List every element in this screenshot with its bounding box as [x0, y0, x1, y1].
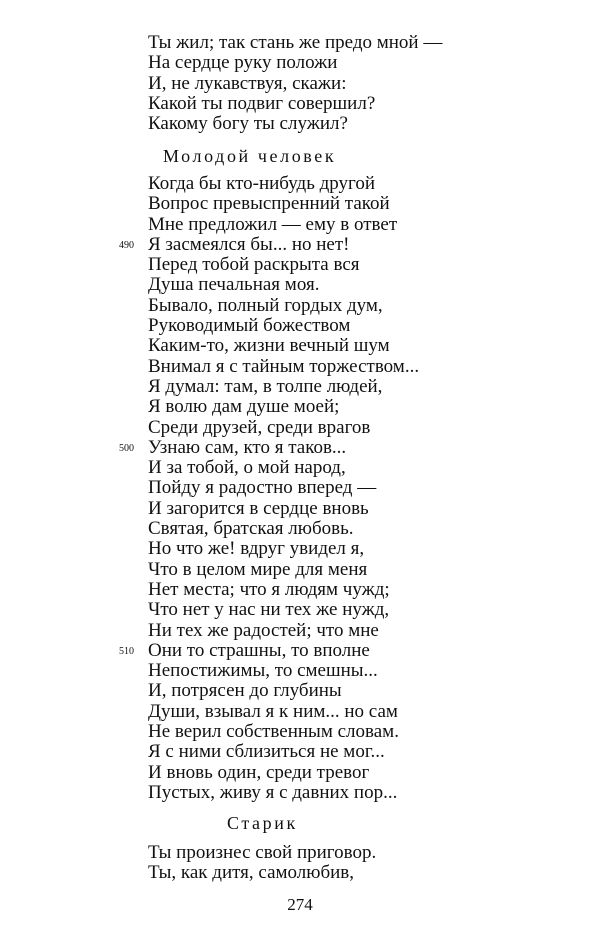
verse-line	[148, 336, 588, 356]
verse-line	[148, 783, 588, 803]
verse-line	[148, 397, 588, 417]
verse-text: Я засмеялся бы... но нет!	[148, 233, 350, 255]
verse-text: Я с ними сблизиться не мог...	[148, 741, 385, 763]
verse-text: Они то страшны, то вполне	[148, 639, 370, 661]
verse-text: Бывало, полный гордых дум,	[148, 294, 383, 316]
verse-text: Что в целом мире для меня	[148, 558, 368, 580]
verse-line	[148, 458, 588, 478]
verse-line: Ты, как дитя, самолюбив,	[148, 862, 355, 884]
verse-text: Душа печальная моя.	[148, 274, 320, 296]
verse-text: И загорится в сердце вновь	[148, 497, 369, 519]
verse-text: Узнаю сам, кто я таков...	[148, 436, 347, 458]
verse-line: На сердце руку положи	[148, 52, 338, 74]
verse-text: Среди друзей, среди врагов	[148, 416, 371, 438]
verse-line: Какой ты подвиг совершил?	[148, 92, 376, 114]
verse-text: Пустых, живу я с давних пор...	[148, 781, 398, 803]
verse-line: Какому богу ты служил?	[148, 113, 348, 135]
verse-line	[148, 600, 588, 620]
verse-line	[148, 580, 588, 600]
verse-text: Не верил собственным словам.	[148, 721, 399, 743]
verse-text: Непостижимы, то смешны...	[148, 660, 378, 682]
verse-line	[148, 215, 588, 235]
verse-line	[148, 316, 588, 336]
verse-line	[148, 478, 588, 498]
verse-line	[148, 621, 588, 641]
verse-text: Святая, братская любовь.	[148, 518, 354, 540]
verse-text: Пойду я радостно вперед —	[148, 477, 377, 499]
verse-line: Ты произнес свой приговор.	[148, 842, 377, 863]
verse-text: И, потрясен до глубины	[148, 680, 342, 702]
verse-line	[148, 763, 588, 783]
speaker-heading-old-man: Старик	[227, 813, 298, 833]
verse-text: Но что же! вдруг увидел я,	[148, 538, 365, 560]
verse-text: И вновь один, среди тревог	[148, 761, 370, 783]
verse-text: Мне предложил — ему в ответ	[148, 213, 398, 235]
verse-text: Каким-то, жизни вечный шум	[148, 335, 390, 357]
verse-text: И за тобой, о мой народ,	[148, 457, 346, 479]
verse-line	[148, 194, 588, 214]
line-number: 500	[119, 442, 134, 454]
speaker-heading-young-man: Молодой человек	[163, 146, 337, 166]
verse-text: Я волю дам душе моей;	[148, 396, 340, 418]
verse-line	[148, 722, 588, 742]
verse-line	[148, 661, 588, 681]
verse-text: Нет места; что я людям чужд;	[148, 578, 390, 600]
verse-line	[148, 742, 588, 762]
verse-text: Руководимый божеством	[148, 315, 351, 337]
verse-line: Ты жил; так стань же предо мной —	[148, 32, 443, 53]
verse-text: Я думал: там, в толпе людей,	[148, 375, 383, 397]
verse-text: Когда бы кто-нибудь другой	[148, 173, 376, 194]
verse-line	[148, 519, 588, 539]
verse-line	[148, 681, 588, 701]
verse-line	[119, 233, 588, 255]
verse-line	[148, 560, 588, 580]
line-number: 510	[119, 645, 134, 657]
verse-line	[119, 639, 588, 661]
verse-line	[148, 357, 588, 377]
verse-line	[148, 255, 588, 275]
verse-text: Что нет у нас ни тех же нужд,	[148, 599, 390, 621]
verse-line	[148, 296, 588, 316]
verse-line	[148, 418, 588, 438]
verse-text: Перед тобой раскрыта вся	[148, 254, 360, 276]
verse-line	[148, 702, 588, 722]
verse-line	[148, 275, 588, 295]
verse-line	[119, 436, 588, 458]
verse-line	[148, 174, 588, 194]
stanza-old-man	[148, 843, 588, 884]
page-number: 274	[287, 895, 313, 914]
stanza-young-man	[119, 173, 588, 803]
verse-text: Души, взывал я к ним... но сам	[148, 700, 398, 722]
verse-line	[148, 377, 588, 397]
verse-text: Ни тех же радостей; что мне	[148, 619, 379, 641]
verse-line	[148, 499, 588, 519]
verse-text: Вопрос превыспренний такой	[148, 193, 390, 215]
verse-text: Внимал я с тайным торжеством...	[148, 355, 420, 377]
stanza-opening	[148, 33, 588, 134]
verse-line: И, не лукавствуя, скажи:	[148, 72, 347, 94]
verse-line	[148, 539, 588, 559]
line-number: 490	[119, 239, 134, 251]
